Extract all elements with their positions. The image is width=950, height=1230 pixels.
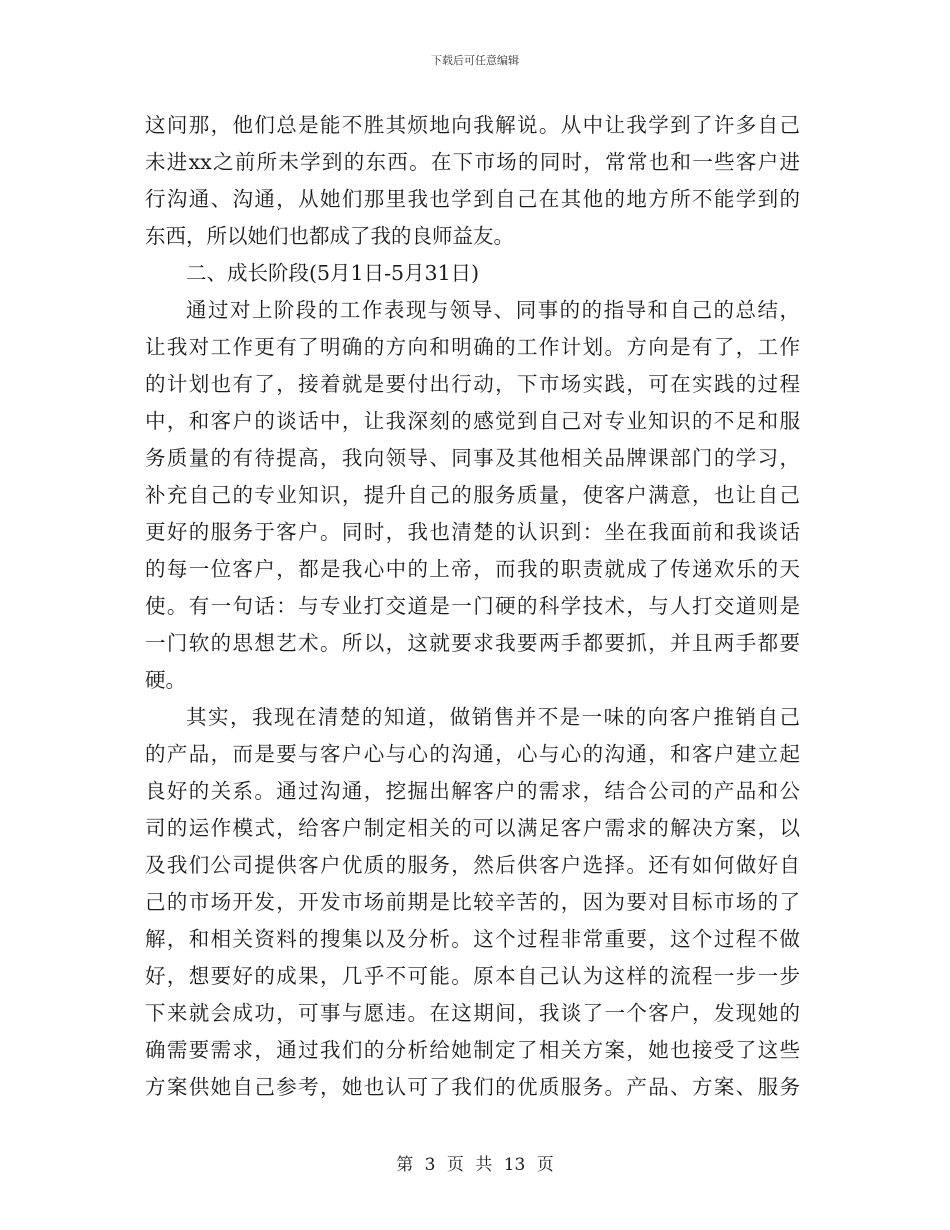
paragraph-3-line-3: 的计划也有了，接着就是要付出行动，下市场实践，可在实践的过程 — [145, 372, 800, 396]
paragraph-3-line-10: 一门软的思想艺术。所以，这就要求我要两手都要抓，并且两手都要 — [145, 631, 800, 655]
paragraph-1-line-2: 未进xx之前所未学到的东西。在下市场的同时，常常也和一些客户进 — [145, 150, 800, 174]
paragraph-3-line-2: 让我对工作更有了明确的方向和明确的工作计划。方向是有了，工作 — [145, 335, 800, 359]
paragraph-1-line-1: 这问那，他们总是能不胜其烦地向我解说。从中让我学到了许多自己 — [145, 113, 800, 137]
paragraph-4-line-5: 及我们公司提供客户优质的服务，然后供客户选择。还有如何做好自 — [145, 853, 800, 877]
paragraph-4-line-4: 司的运作模式，给客户制定相关的可以满足客户需求的解决方案，以 — [145, 816, 800, 840]
paragraph-3-line-5: 务质量的有待提高，我向领导、同事及其他相关品牌课部门的学习， — [145, 446, 800, 470]
document-body — [145, 107, 800, 1106]
paragraph-4-line-2: 的产品，而是要与客户心与心的沟通，心与心的沟通，和客户建立起 — [145, 742, 800, 766]
paragraph-3-line-8: 的每一位客户，都是我心中的上帝，而我的职责就成了传递欢乐的天 — [145, 557, 800, 581]
page-number-footer: 第 3 页 共 13 页 — [396, 1155, 554, 1175]
paragraph-4-line-9: 下来就会成功，可事与愿违。在这期间，我谈了一个客户，发现她的 — [145, 1001, 800, 1025]
paragraph-4-line-11: 方案供她自己参考，她也认可了我们的优质服务。产品、方案、服务 — [145, 1075, 800, 1099]
paragraph-3-line-9: 使。有一句话：与专业打交道是一门硬的科学技术，与人打交道则是 — [145, 594, 800, 618]
paragraph-1-line-4: 东西，所以她们也都成了我的良师益友。 — [145, 224, 514, 248]
section-heading: 二、成长阶段(5月1日-5月31日) — [186, 261, 480, 285]
paragraph-4-line-6: 己的市场开发，开发市场前期是比较辛苦的，因为要对目标市场的了 — [145, 890, 800, 914]
paragraph-3-line-7: 更好的服务于客户。同时，我也清楚的认识到：坐在我面前和我谈话 — [145, 520, 800, 544]
paragraph-4-line-10: 确需要需求，通过我们的分析给她制定了相关方案，她也接受了这些 — [145, 1038, 800, 1062]
paragraph-4-line-1: 其实，我现在清楚的知道，做销售并不是一味的向客户推销自己 — [186, 705, 800, 729]
paragraph-1-line-3: 行沟通、沟通，从她们那里我也学到自己在其他的地方所不能学到的 — [145, 187, 800, 211]
paragraph-3-line-1: 通过对上阶段的工作表现与领导、同事的的指导和自己的总结， — [186, 298, 800, 322]
paragraph-4-line-8: 好，想要好的成果，几乎不可能。原本自己认为这样的流程一步一步 — [145, 964, 800, 988]
paragraph-3-line-4: 中，和客户的谈话中，让我深刻的感觉到自己对专业知识的不足和服 — [145, 409, 800, 433]
page-header: 下载后可任意编辑 — [431, 54, 519, 67]
paragraph-4-line-3: 良好的关系。通过沟通，挖掘出解客户的需求，结合公司的产品和公 — [145, 779, 800, 803]
paragraph-3-line-11: 硬。 — [145, 668, 186, 692]
paragraph-3-line-6: 补充自己的专业知识，提升自己的服务质量，使客户满意，也让自己 — [145, 483, 800, 507]
paragraph-4-line-7: 解，和相关资料的搜集以及分析。这个过程非常重要，这个过程不做 — [145, 927, 800, 951]
